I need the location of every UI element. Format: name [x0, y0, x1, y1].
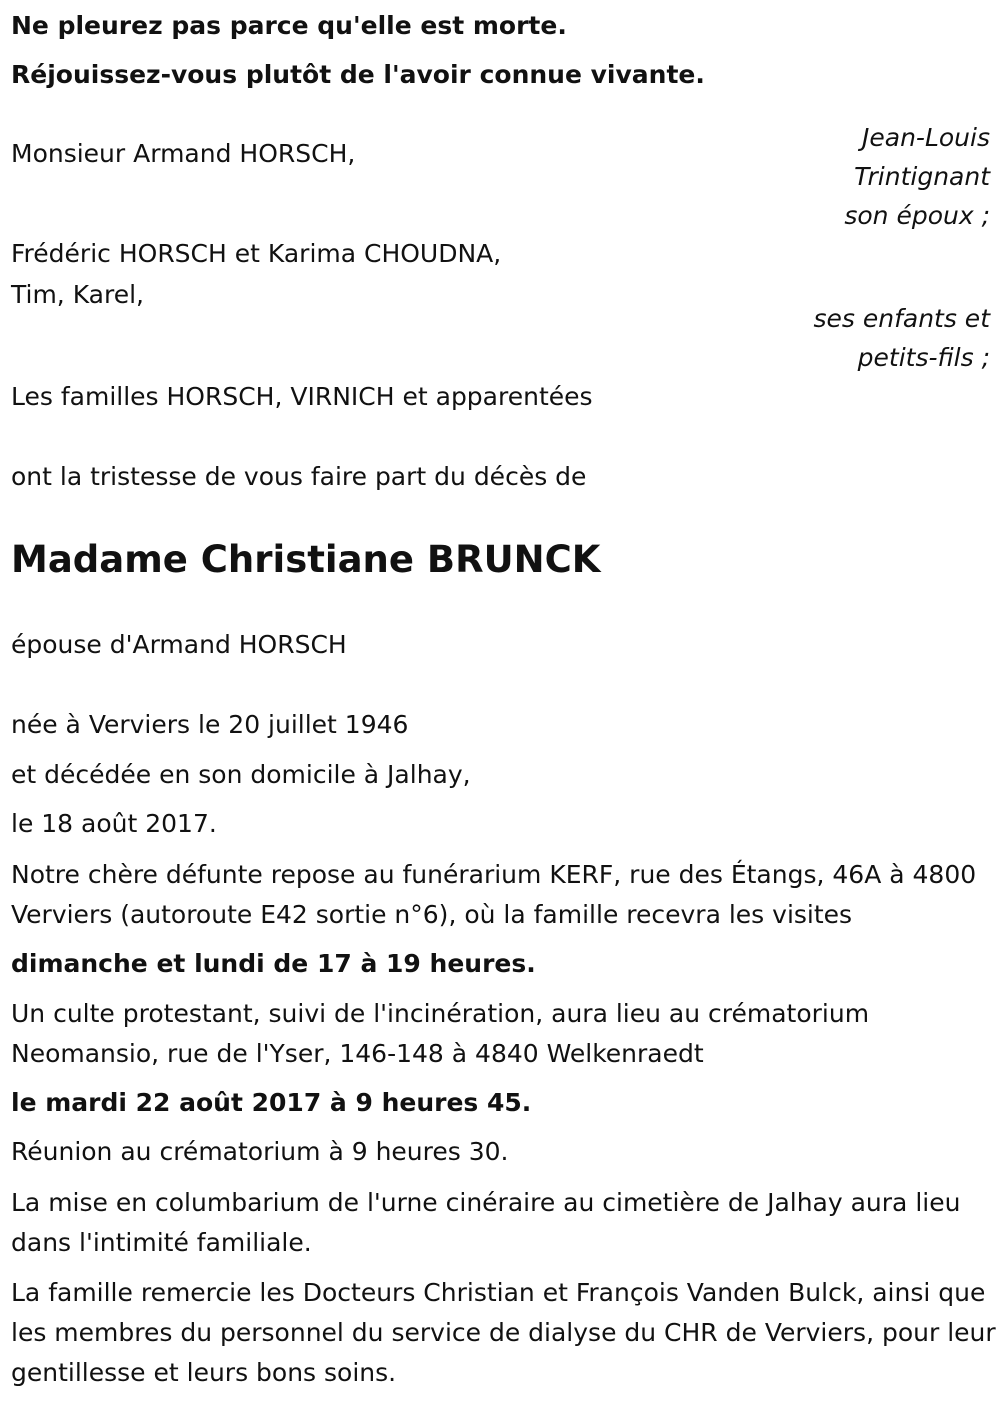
spouse-name: Monsieur Armand HORSCH, [11, 139, 356, 168]
columbarium-info: La mise en columbarium de l'urne cinéraire au cimetière de Jalhay aura lieu dans l'intimité familiale. [11, 1188, 961, 1257]
quote-line-1: Ne pleurez pas parce qu'elle est morte. [11, 11, 567, 40]
death-info-1: et décédée en son domicile à Jalhay, [11, 760, 471, 789]
spouse-role [844, 118, 990, 235]
spouse-of: épouse d'Armand HORSCH [11, 630, 347, 659]
death-info-2: le 18 août 2017. [11, 809, 217, 838]
children-line-1: Frédéric HORSCH et Karima CHOUDNA, [11, 239, 502, 268]
spouse-role-line: Jean-Louis [862, 123, 990, 152]
spouse-role-line: Trintignant [854, 162, 990, 191]
children-role-line: ses enfants et [813, 304, 990, 333]
children-line-2: Tim, Karel, [11, 280, 144, 309]
visiting-hours: dimanche et lundi de 17 à 19 heures. [11, 949, 536, 978]
service-datetime: le mardi 22 août 2017 à 9 heures 45. [11, 1088, 532, 1117]
deceased-name: Madame Christiane BRUNCK [11, 538, 601, 581]
relatives: Les familles HORSCH, VIRNICH et apparentées [11, 382, 593, 411]
quote-line-2: Réjouissez-vous plutôt de l'avoir connue vivante. [11, 60, 705, 89]
funeral-home-info: Notre chère défunte repose au funérarium KERF, rue des Étangs, 46A à 4800 Verviers (autoroute E42 sortie n°6), où la famille recevra les visites [11, 860, 977, 929]
spouse-role-line: son époux ; [844, 201, 990, 230]
children-role-line: petits-fils ; [857, 343, 990, 372]
thanks-message: La famille remercie les Docteurs Christian et François Vanden Bulck, ainsi que les membres du personnel du service de dialyse du CHR de Verviers, pour leur gentillesse et leurs bons soins. [11, 1278, 996, 1387]
service-info: Un culte protestant, suivi de l'incinération, aura lieu au crématorium Neomansio, rue de l'Yser, 146-148 à 4840 Welkenraedt [11, 999, 870, 1068]
birth-info: née à Verviers le 20 juillet 1946 [11, 710, 409, 739]
announcement: ont la tristesse de vous faire part du décès de [11, 462, 587, 491]
gathering-info: Réunion au crématorium à 9 heures 30. [11, 1137, 509, 1166]
children-role [813, 299, 990, 377]
